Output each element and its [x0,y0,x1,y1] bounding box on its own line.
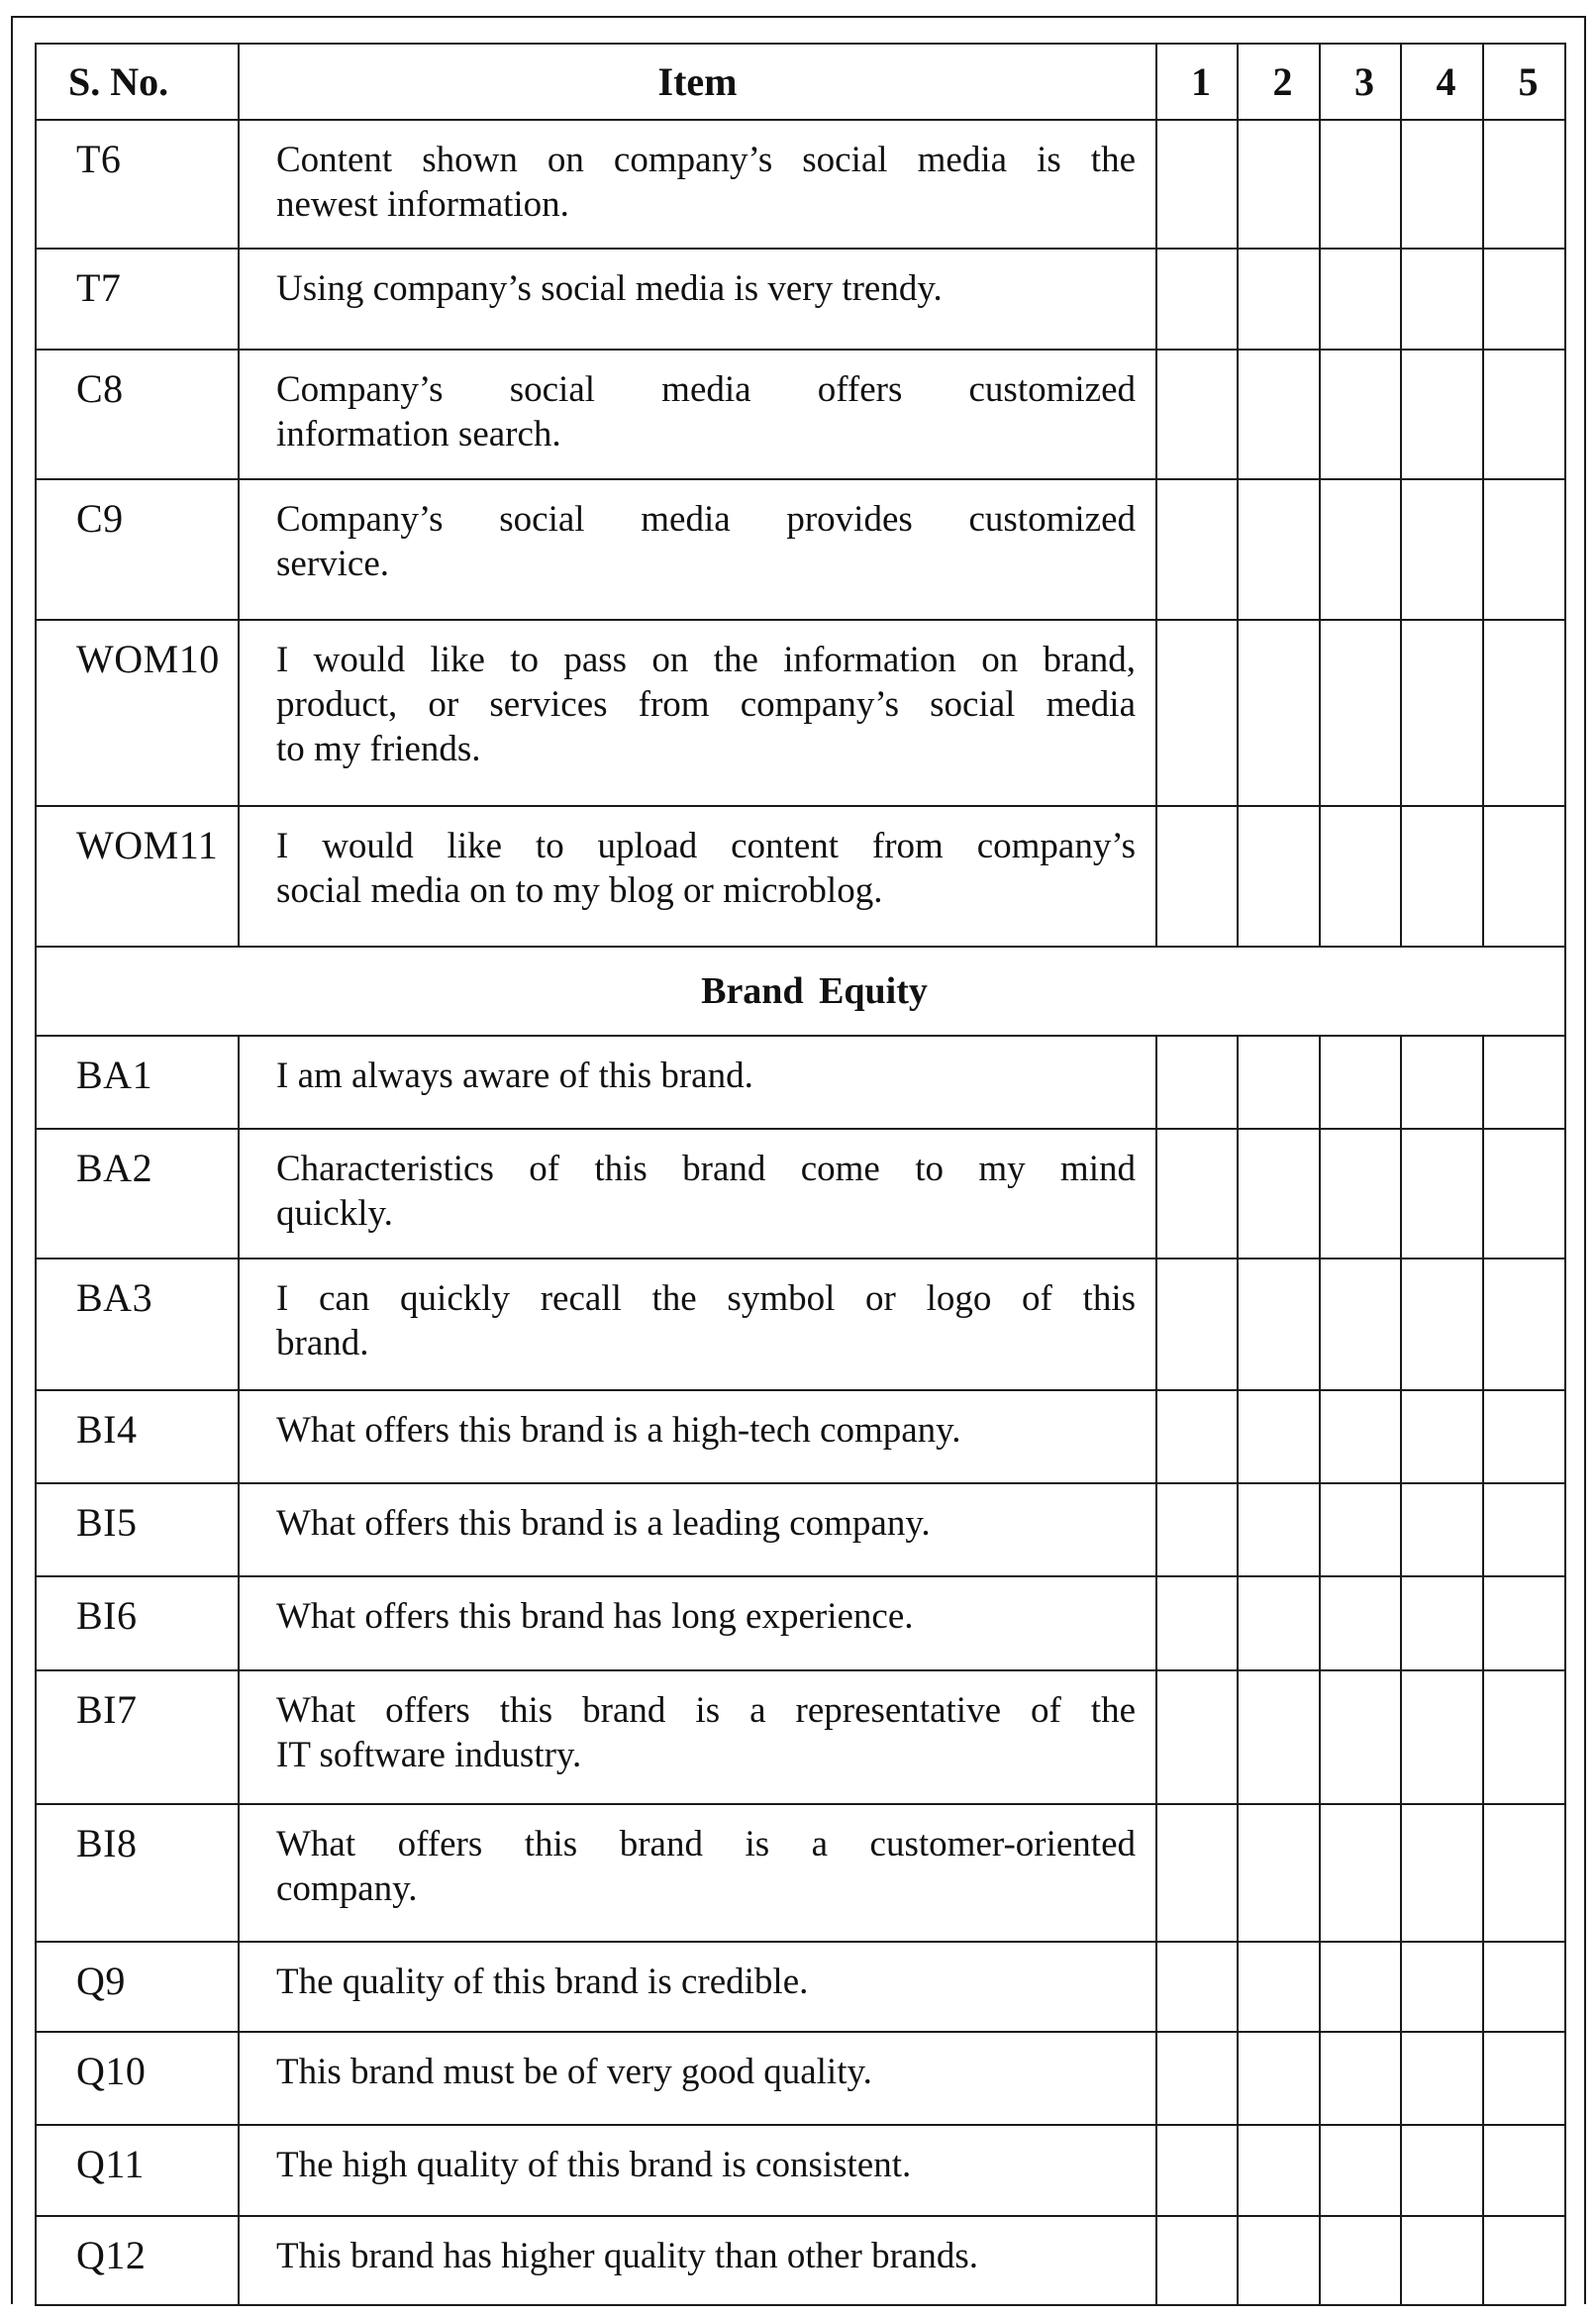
item-code: BA1 [36,1036,239,1129]
table-row [36,1483,1565,1576]
rating-cell-4[interactable] [1401,1259,1483,1390]
rating-cell-1[interactable] [1156,1942,1238,2032]
rating-cell-2[interactable] [1238,806,1320,947]
section-heading-cell [36,947,1565,1036]
item-code: Q9 [36,1942,239,2032]
table-row [36,1259,1565,1390]
questionnaire-table [35,43,1566,2306]
statement-line: What offers this brand is a high-tech company. [276,1410,961,1451]
rating-cell-3[interactable] [1320,806,1401,947]
table-row [36,1670,1565,1804]
rating-cell-5[interactable] [1483,1390,1565,1483]
table-body [36,120,1565,2305]
rating-cell-4[interactable] [1401,2032,1483,2125]
table-row [36,1942,1565,2032]
statement-line: I would like to pass on the information on brand, [276,640,1136,680]
rating-cell-5[interactable] [1483,479,1565,620]
item-code: Q12 [36,2216,239,2305]
rating-cell-5[interactable] [1483,249,1565,350]
item-code: BI7 [36,1670,239,1804]
rating-cell-5[interactable] [1483,1576,1565,1670]
statement-line: quickly. [276,1193,393,1234]
rating-cell-2[interactable] [1238,2032,1320,2125]
statement-line: I am always aware of this brand. [276,1056,753,1096]
item-statement [239,2216,1156,2305]
table-row [36,2125,1565,2216]
rating-cell-4[interactable] [1401,1804,1483,1942]
header-scale-4 [1401,44,1483,120]
rating-cell-1[interactable] [1156,120,1238,249]
table-row [36,1036,1565,1129]
header-sno-label: S. No. [68,59,169,104]
rating-cell-1[interactable] [1156,350,1238,479]
rating-cell-5[interactable] [1483,1483,1565,1576]
rating-cell-2[interactable] [1238,1036,1320,1129]
item-statement [239,2125,1156,2216]
statement-line: IT software industry. [276,1735,582,1775]
rating-cell-2[interactable] [1238,1390,1320,1483]
rating-cell-1[interactable] [1156,2125,1238,2216]
rating-cell-1[interactable] [1156,1259,1238,1390]
rating-cell-4[interactable] [1401,1576,1483,1670]
rating-cell-1[interactable] [1156,249,1238,350]
rating-cell-1[interactable] [1156,1036,1238,1129]
rating-cell-5[interactable] [1483,620,1565,806]
rating-cell-4[interactable] [1401,1670,1483,1804]
item-statement [239,1670,1156,1804]
statement-line: newest information. [276,184,569,225]
table-row [36,1804,1565,1942]
rating-cell-3[interactable] [1320,1576,1401,1670]
item-statement [239,479,1156,620]
rating-cell-4[interactable] [1401,350,1483,479]
header-row [36,44,1565,120]
rating-cell-2[interactable] [1238,1259,1320,1390]
rating-cell-2[interactable] [1238,120,1320,249]
header-sno [36,44,239,120]
item-statement [239,350,1156,479]
item-code: WOM10 [36,620,239,806]
rating-cell-2[interactable] [1238,1804,1320,1942]
rating-cell-2[interactable] [1238,2216,1320,2305]
item-statement [239,1390,1156,1483]
table-row [36,1576,1565,1670]
item-code: T7 [36,249,239,350]
rating-cell-5[interactable] [1483,2125,1565,2216]
statement-line: information search. [276,414,561,454]
rating-cell-3[interactable] [1320,479,1401,620]
header-scale-label: 5 [1518,59,1539,104]
table-row [36,806,1565,947]
rating-cell-3[interactable] [1320,1804,1401,1942]
rating-cell-3[interactable] [1320,1670,1401,1804]
item-code: T6 [36,120,239,249]
rating-cell-2[interactable] [1238,2125,1320,2216]
rating-cell-4[interactable] [1401,120,1483,249]
statement-line: The high quality of this brand is consistent. [276,2145,912,2185]
rating-cell-1[interactable] [1156,1804,1238,1942]
rating-cell-4[interactable] [1401,1036,1483,1129]
rating-cell-4[interactable] [1401,2216,1483,2305]
rating-cell-4[interactable] [1401,806,1483,947]
rating-cell-3[interactable] [1320,2032,1401,2125]
item-code: WOM11 [36,806,239,947]
item-statement [239,1942,1156,2032]
item-statement [239,249,1156,350]
statement-line: to my friends. [276,729,481,769]
rating-cell-4[interactable] [1401,1942,1483,2032]
rating-cell-1[interactable] [1156,620,1238,806]
item-statement [239,2032,1156,2125]
rating-cell-4[interactable] [1401,249,1483,350]
statement-line: What offers this brand is a representative of the [276,1690,1136,1731]
rating-cell-4[interactable] [1401,1483,1483,1576]
rating-cell-2[interactable] [1238,479,1320,620]
rating-cell-2[interactable] [1238,1129,1320,1259]
rating-cell-5[interactable] [1483,1670,1565,1804]
rating-cell-2[interactable] [1238,620,1320,806]
rating-cell-2[interactable] [1238,1670,1320,1804]
item-code: BI4 [36,1390,239,1483]
rating-cell-4[interactable] [1401,479,1483,620]
item-statement [239,1576,1156,1670]
item-statement [239,1129,1156,1259]
item-statement [239,1804,1156,1942]
item-code: BI6 [36,1576,239,1670]
section-row [36,947,1565,1036]
rating-cell-3[interactable] [1320,620,1401,806]
table-row [36,2216,1565,2305]
statement-line: Characteristics of this brand come to my mind [276,1149,1136,1189]
statement-line: I would like to upload content from company’s [276,826,1136,866]
statement-line: service. [276,544,390,584]
header-scale-2 [1238,44,1320,120]
table-row [36,1390,1565,1483]
rating-cell-3[interactable] [1320,1036,1401,1129]
header-scale-5 [1483,44,1565,120]
rating-cell-4[interactable] [1401,620,1483,806]
table-row [36,120,1565,249]
rating-cell-1[interactable] [1156,2216,1238,2305]
statement-line: What offers this brand has long experience. [276,1596,914,1637]
table-row [36,620,1565,806]
rating-cell-2[interactable] [1238,350,1320,479]
item-statement [239,120,1156,249]
rating-cell-5[interactable] [1483,120,1565,249]
rating-cell-1[interactable] [1156,1576,1238,1670]
header-scale-label: 3 [1354,59,1374,104]
table-row [36,249,1565,350]
rating-cell-2[interactable] [1238,249,1320,350]
rating-cell-1[interactable] [1156,806,1238,947]
rating-cell-2[interactable] [1238,1483,1320,1576]
rating-cell-3[interactable] [1320,1483,1401,1576]
statement-line: Company’s social media provides customized [276,499,1136,540]
statement-line: company. [276,1868,418,1909]
rating-cell-5[interactable] [1483,2032,1565,2125]
rating-cell-5[interactable] [1483,1036,1565,1129]
rating-cell-3[interactable] [1320,249,1401,350]
statement-line: This brand has higher quality than other brands. [276,2236,978,2276]
statement-line: Using company’s social media is very trendy. [276,268,943,309]
header-scale-1 [1156,44,1238,120]
header-scale-label: 1 [1191,59,1211,104]
rating-cell-5[interactable] [1483,1804,1565,1942]
statement-line: brand. [276,1323,369,1363]
rating-cell-1[interactable] [1156,479,1238,620]
rating-cell-1[interactable] [1156,1129,1238,1259]
rating-cell-1[interactable] [1156,1483,1238,1576]
statement-line: I can quickly recall the symbol or logo of this [276,1278,1136,1319]
rating-cell-3[interactable] [1320,120,1401,249]
rating-cell-5[interactable] [1483,1259,1565,1390]
table-row [36,1129,1565,1259]
rating-cell-2[interactable] [1238,1942,1320,2032]
header-scale-3 [1320,44,1401,120]
rating-cell-4[interactable] [1401,1129,1483,1259]
table-row [36,479,1565,620]
rating-cell-2[interactable] [1238,1576,1320,1670]
rating-cell-1[interactable] [1156,1670,1238,1804]
statement-line: This brand must be of very good quality. [276,2052,872,2092]
statement-line: Company’s social media offers customized [276,369,1136,410]
statement-line: What offers this brand is a leading company. [276,1503,931,1544]
rating-cell-1[interactable] [1156,2032,1238,2125]
table-row [36,350,1565,479]
statement-line: social media on to my blog or microblog. [276,870,883,911]
rating-cell-3[interactable] [1320,2125,1401,2216]
item-code: C9 [36,479,239,620]
rating-cell-3[interactable] [1320,350,1401,479]
rating-cell-4[interactable] [1401,1390,1483,1483]
rating-cell-3[interactable] [1320,1390,1401,1483]
statement-line: The quality of this brand is credible. [276,1962,809,2002]
rating-cell-5[interactable] [1483,806,1565,947]
item-statement [239,620,1156,806]
rating-cell-5[interactable] [1483,350,1565,479]
item-statement [239,1036,1156,1129]
item-code: BI8 [36,1804,239,1942]
statement-line: What offers this brand is a customer-oriented [276,1824,1136,1864]
header-scale-label: 4 [1436,59,1456,104]
section-heading: Brand Equity [701,970,928,1012]
table-row [36,2032,1565,2125]
rating-cell-4[interactable] [1401,2125,1483,2216]
item-statement [239,1483,1156,1576]
item-code: BA2 [36,1129,239,1259]
rating-cell-3[interactable] [1320,2216,1401,2305]
item-code: BA3 [36,1259,239,1390]
header-item [239,44,1156,120]
rating-cell-3[interactable] [1320,1259,1401,1390]
item-code: BI5 [36,1483,239,1576]
rating-cell-1[interactable] [1156,1390,1238,1483]
header-item-label: Item [657,59,738,104]
rating-cell-5[interactable] [1483,2216,1565,2305]
item-statement [239,1259,1156,1390]
item-code: C8 [36,350,239,479]
rating-cell-5[interactable] [1483,1129,1565,1259]
rating-cell-5[interactable] [1483,1942,1565,2032]
item-code: Q10 [36,2032,239,2125]
rating-cell-3[interactable] [1320,1942,1401,2032]
rating-cell-3[interactable] [1320,1129,1401,1259]
statement-line: Content shown on company’s social media is the [276,140,1136,180]
statement-line: product, or services from company’s social media [276,684,1136,725]
item-statement [239,806,1156,947]
item-code: Q11 [36,2125,239,2216]
header-scale-label: 2 [1272,59,1293,104]
